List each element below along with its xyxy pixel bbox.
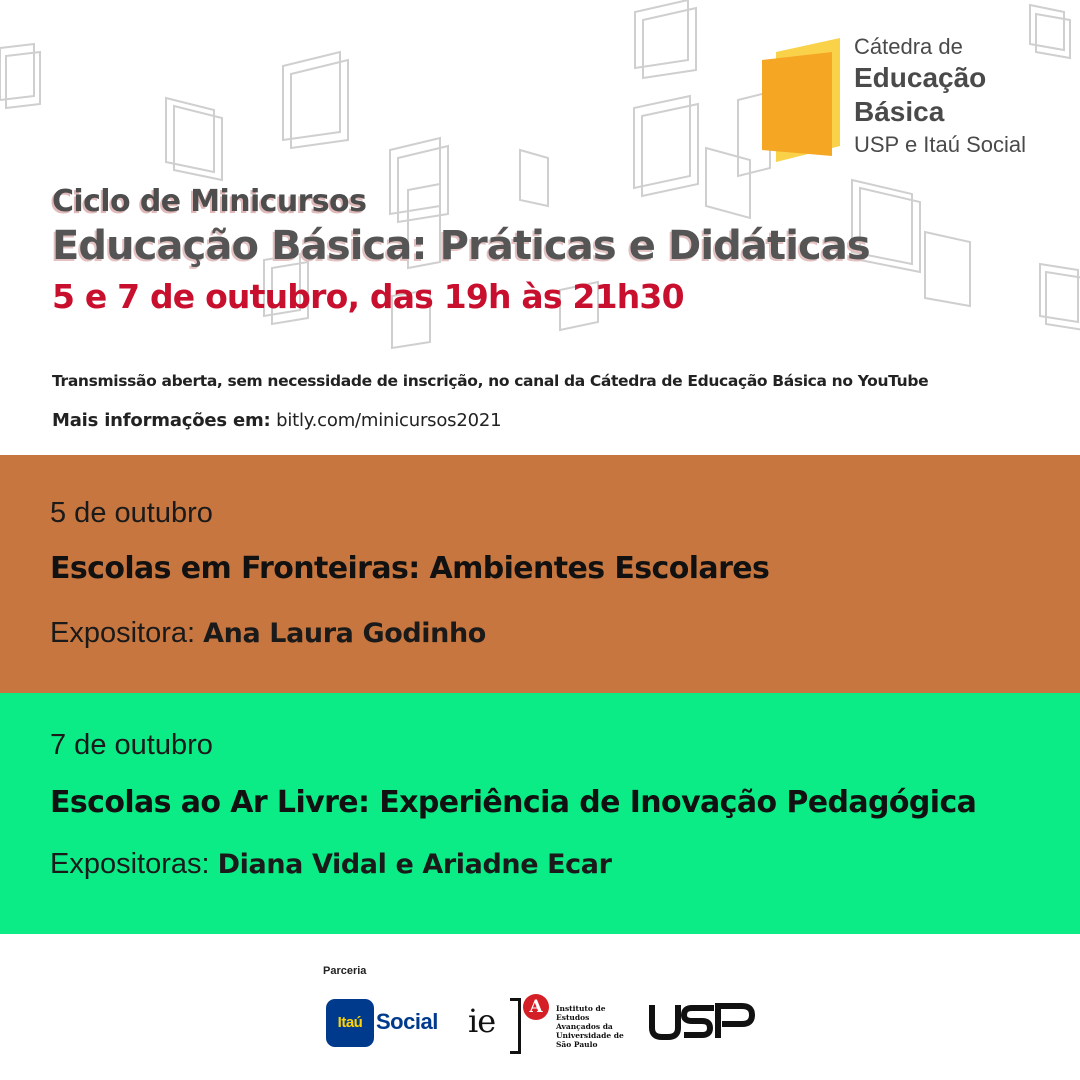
more-info-link[interactable]: bitly.com/minicursos2021: [276, 410, 502, 431]
partner-label: Parceria: [323, 965, 367, 977]
catedra-logo: [762, 36, 1062, 166]
event-title: Escolas ao Ar Livre: Experiência de Inovação Pedagógica: [50, 785, 977, 820]
event-date: 7 de outubro: [50, 729, 213, 761]
usp-logo: [648, 1002, 756, 1040]
speaker-label: Expositoras:: [50, 848, 210, 880]
iea-institute-text: [556, 1004, 636, 1049]
headline: [52, 184, 1052, 316]
series-kicker: Ciclo de Minicursos: [52, 184, 367, 219]
iea-line: Instituto de: [556, 1004, 606, 1013]
iea-bracket-icon: [510, 998, 521, 1054]
series-title: Educação Básica: Práticas e Didáticas: [52, 223, 870, 269]
footer: [0, 934, 1080, 1080]
brand-line-4: USP e Itaú Social: [854, 132, 1027, 157]
more-info: [52, 410, 501, 431]
iea-usp-logo: [468, 994, 638, 1054]
iea-line: São Paulo: [556, 1040, 598, 1049]
iea-line: Universidade de: [556, 1031, 624, 1040]
itau-social-logo: [326, 997, 440, 1049]
brand-line-3: Básica: [854, 96, 945, 127]
iea-line: Avançados da: [556, 1022, 613, 1031]
more-info-label: Mais informações em:: [52, 410, 271, 431]
speaker-names: Diana Vidal e Ariadne Ecar: [217, 849, 612, 880]
brand-line-2: Educação: [854, 62, 987, 93]
series-dates: 5 e 7 de outubro, das 19h às 21h30: [52, 277, 684, 316]
brand-line-1: Cátedra de: [854, 34, 963, 59]
event-speaker: [50, 848, 612, 881]
speaker-label: Expositora:: [50, 617, 196, 649]
event-title: Escolas em Fronteiras: Ambientes Escolares: [50, 551, 770, 586]
brand-text: [854, 36, 1026, 156]
itau-box: Itaú: [326, 999, 374, 1047]
iea-line: Estudos: [556, 1013, 590, 1022]
transmission-note: Transmissão aberta, sem necessidade de inscrição, no canal da Cátedra de Educação Básica no YouTube: [52, 372, 929, 390]
iea-a-badge: A: [523, 994, 549, 1020]
iea-ie-text: ie: [468, 1002, 496, 1040]
event-date: 5 de outubro: [50, 497, 213, 529]
book-logo-icon: [762, 38, 842, 162]
event-card-2: [0, 693, 1080, 934]
speaker-names: Ana Laura Godinho: [203, 618, 486, 649]
event-card-1: [0, 455, 1080, 693]
itau-social-text: Social: [376, 1009, 438, 1034]
event-speaker: [50, 617, 486, 650]
